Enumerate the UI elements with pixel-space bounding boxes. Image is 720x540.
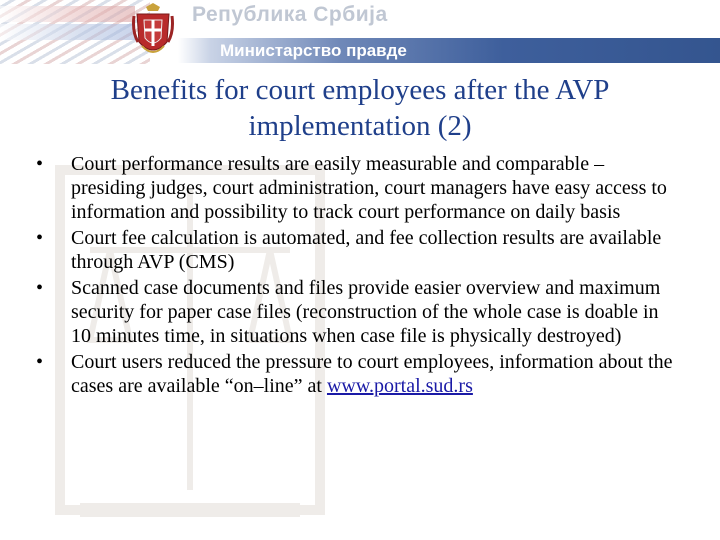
bullet-item xyxy=(30,276,680,348)
header-title-serbia: Република Србија xyxy=(192,3,388,26)
slide-title-line-2: implementation (2) xyxy=(248,110,472,142)
bullet-dot-icon: • xyxy=(36,277,44,299)
bullet-text: Court fee calculation is automated, and fee collection results are available through AVP (CMS) xyxy=(71,227,662,273)
slide-title-line-1: Benefits for court employees after the AVP xyxy=(110,74,610,106)
portal-link[interactable]: www.portal.sud.rs xyxy=(326,375,473,397)
bullet-text: Court performance results are easily measurable and comparable – presiding judges, court administration, court managers have easy access to information and possibility to track court performance on daily basis xyxy=(71,153,667,223)
bullet-list xyxy=(30,152,680,400)
flag-band-red xyxy=(0,6,135,22)
bullet-dot-icon: • xyxy=(36,153,44,175)
bullet-item xyxy=(30,152,680,224)
bullet-item xyxy=(30,350,680,398)
bullet-text: Scanned case documents and files provide easier overview and maximum security for paper case files (reconstruction of the whole case is doable in 10 minutes time, in situations when case file is physically destroyed) xyxy=(71,277,661,347)
slide-header xyxy=(0,0,720,64)
coat-of-arms-icon xyxy=(132,2,174,60)
bullet-dot-icon: • xyxy=(36,227,44,249)
flag-band-blue xyxy=(0,24,135,40)
bullet-text: Court users reduced the pressure to court employees, information about the cases are available “on–line” at xyxy=(71,351,673,397)
bullet-item xyxy=(30,226,680,274)
header-ministry-name: Министарство правде xyxy=(220,41,407,60)
slide-title xyxy=(60,72,660,144)
bullet-dot-icon: • xyxy=(36,351,44,373)
